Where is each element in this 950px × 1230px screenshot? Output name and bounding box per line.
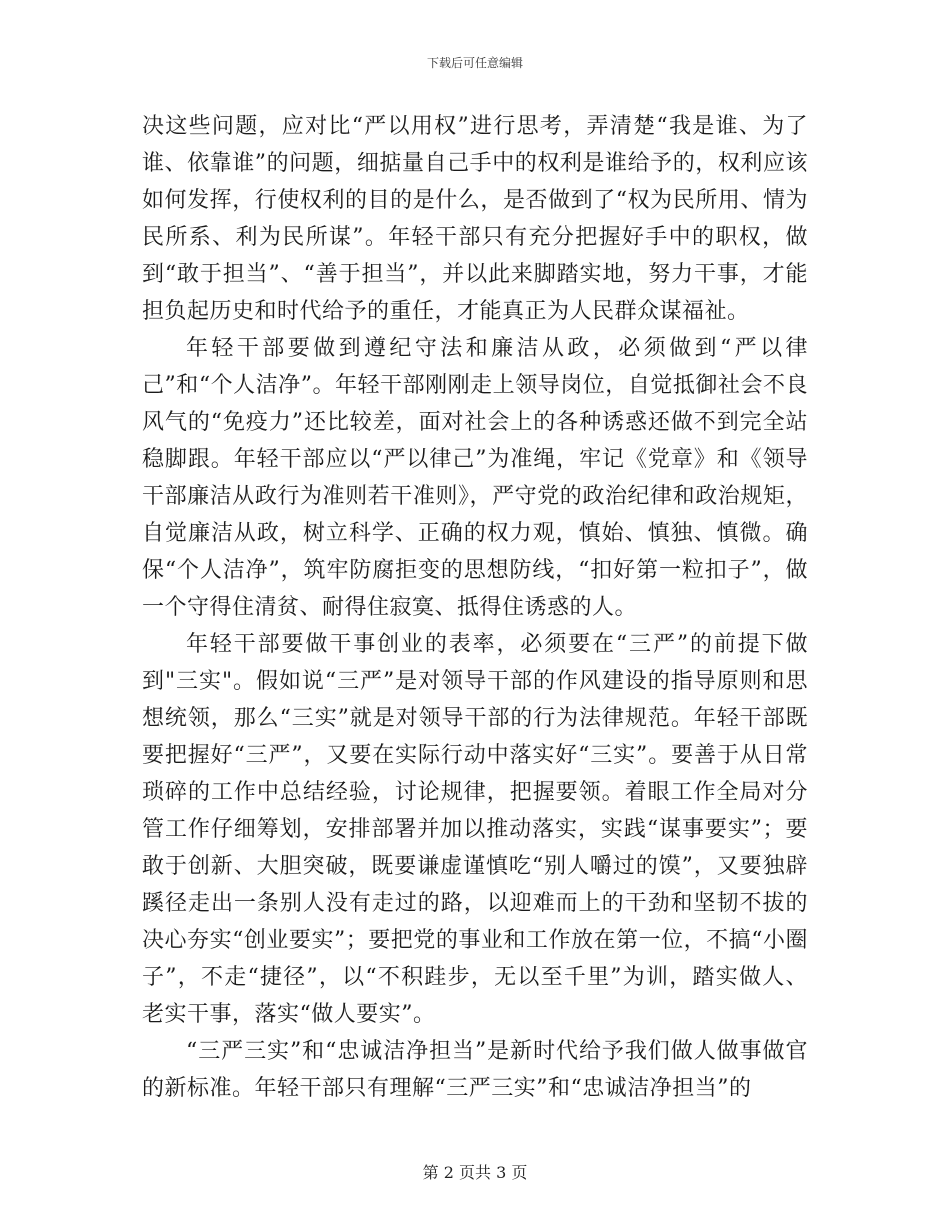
document-body bbox=[142, 108, 808, 1107]
page-header-note: 下载后可任意编辑 bbox=[426, 56, 523, 70]
paragraph-4: “三严三实”和“忠诚洁净担当”是新时代给予我们做人做事做官的新标准。年轻干部只有理解“三严三实”和“忠诚洁净担当”的 bbox=[142, 1039, 808, 1101]
paragraph-2: 年轻干部要做到遵纪守法和廉洁从政，必须做到“严以律己”和“个人洁净”。年轻干部刚刚走上领导岗位，自觉抵御社会不良风气的“免疫力”还比较差，面对社会上的各种诱惑还做不到完全站稳脚跟。年轻干部应以“严以律己”为准绳，牢记《党章》和《领导干部廉洁从政行为准则若干准则》，严守党的政治纪律和政治规矩，自觉廉洁从政，树立科学、正确的权力观，慎始、慎独、慎微。确保“个人洁净”，筑牢防腐拒变的思想防线，“扣好第一粒扣子”，做一个守得住清贫、耐得住寂寞、抵得住诱惑的人。 bbox=[142, 336, 808, 620]
paragraph-3: 年轻干部要做干事创业的表率，必须要在“三严”的前提下做到"三实"。假如说“三严”是对领导干部的作风建设的指导原则和思想统领，那么“三实”就是对领导干部的行为法律规范。年轻干部既要把握好“三严”，又要在实际行动中落实好“三实”。要善于从日常琐碎的工作中总结经验，讨论规律，把握要领。着眼工作全局对分管工作仔细筹划，安排部署并加以推动落实，实践“谋事要实”；要敢于创新、大胆突破，既要谦虚谨慎吃“别人嚼过的馍”，又要独辟蹊径走出一条别人没有走过的路，以迎难而上的干劲和坚韧不拔的决心夯实“创业要实”；要把党的事业和工作放在第一位，不搞“小圈子”，不走“捷径”，以“不积跬步，无以至千里”为训，踏实做人、老实干事，落实“做人要实”。 bbox=[142, 632, 808, 1027]
page-number: 第 2 页共 3 页 bbox=[422, 1163, 528, 1182]
paragraph-1: 决这些问题，应对比“严以用权”进行思考，弄清楚“我是谁、为了谁、依靠谁”的问题，细掂量自己手中的权利是谁给予的，权利应该如何发挥，行使权利的目的是什么，是否做到了“权为民所用、情为民所系、利为民所谋”。年轻干部只有充分把握好手中的职权，做到“敢于担当”、“善于担当”，并以此来脚踏实地，努力干事，才能担负起历史和时代给予的重任，才能真正为人民群众谋福祉。 bbox=[142, 114, 808, 324]
